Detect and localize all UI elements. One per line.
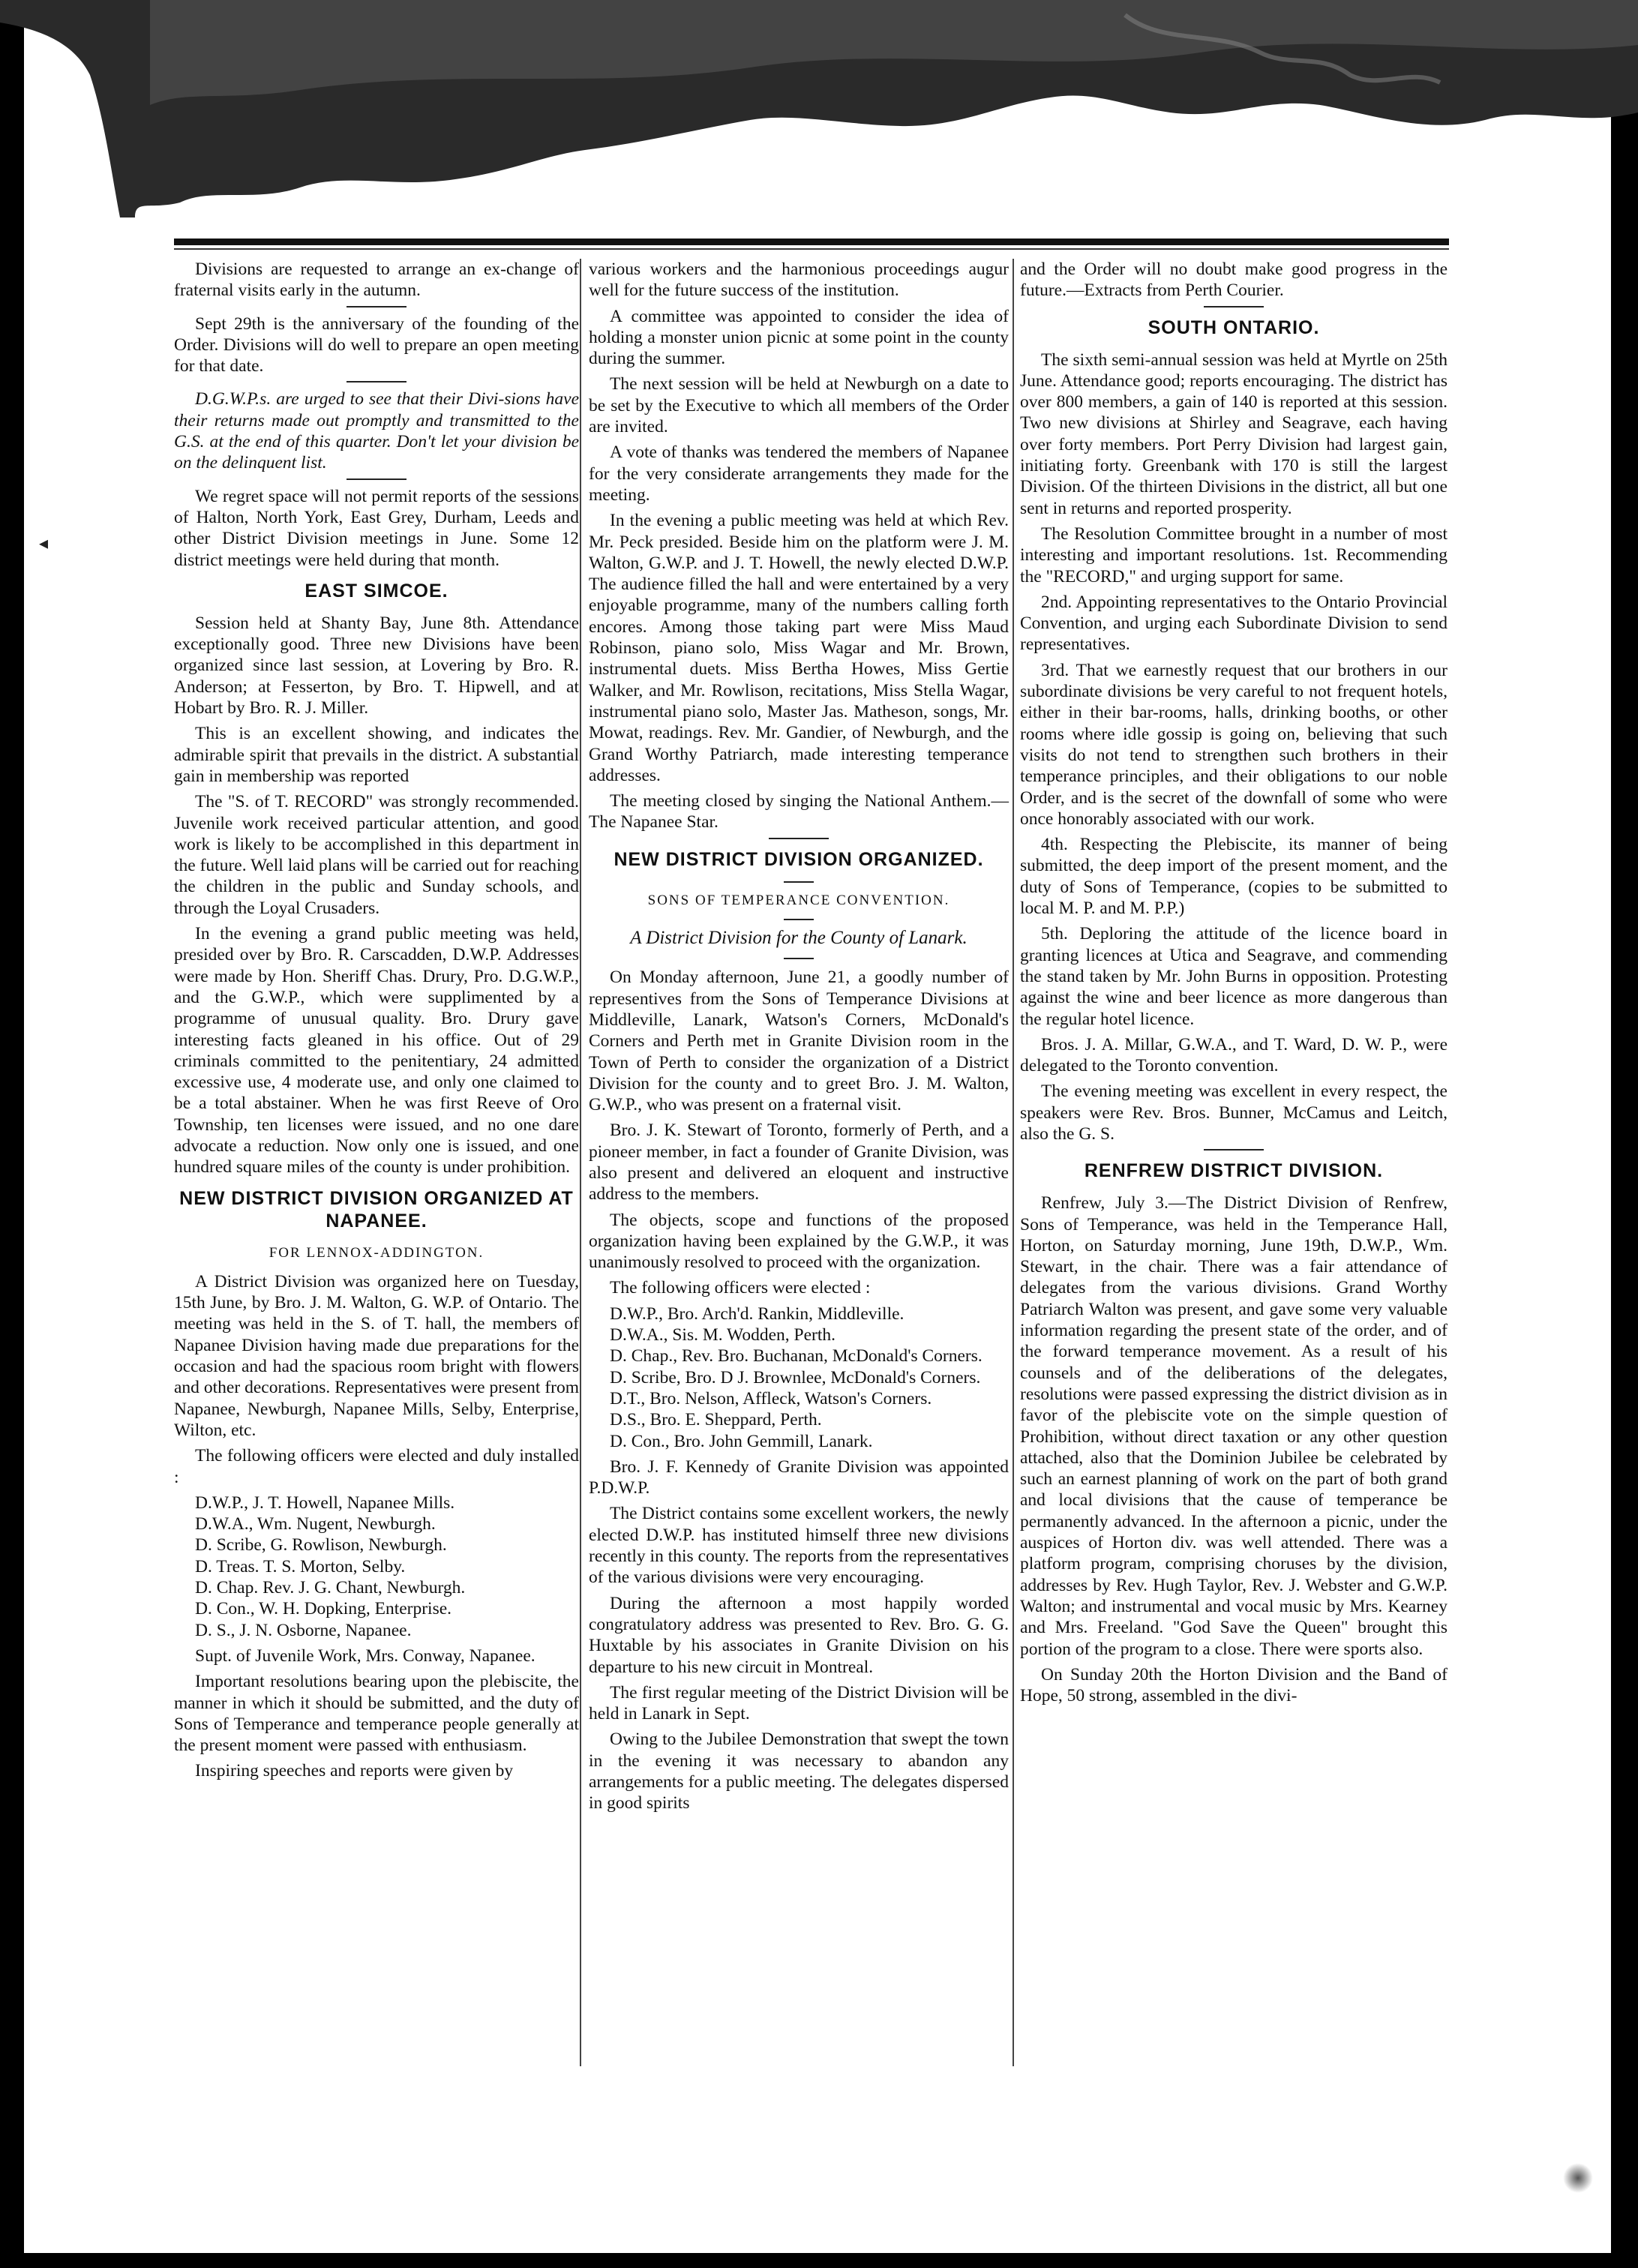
separator — [784, 919, 814, 920]
page-edge-right — [1611, 0, 1638, 2268]
officer-line: D.W.A., Wm. Nugent, Newburgh. — [195, 1514, 436, 1534]
section-subheading: SONS OF TEMPERANCE CONVENTION. — [647, 892, 950, 908]
officer-line: D. Con., Bro. John Gemmill, Lanark. — [610, 1431, 873, 1451]
officer-line: D.W.P., Bro. Arch'd. Rankin, Middleville. — [610, 1304, 904, 1324]
header-rule-thin — [174, 248, 1449, 250]
article-paragraph: The Resolution Committee brought in a number of most interesting and important resolutions. 1st. Recommending the "RECORD," and urging support for same. — [1020, 524, 1448, 586]
officer-line: D. Scribe, G. Rowlison, Newburgh. — [195, 1535, 447, 1556]
section-italic-heading: A District Division for the County of Lanark. — [630, 928, 968, 949]
article-paragraph: A District Division was organized here on Tuesday, 15th June, by Bro. J. M. Walton, G. W.P. of Ontario. The meeting was held in the S. of T. hall, the members of Napanee Division having made due preparations for the occasion and had the spacious room bright with flowers and other decorations. Representatives were present from Napanee, Newburgh, Napanee Mills, Selby, Enterprise, Wilton, etc. — [174, 1271, 579, 1440]
article-paragraph: On Monday afternoon, June 21, a goodly number of representives from the Sons of Temperance Divisions at Middleville, Lanark, Watson's Corners, McDonald's Corners and Perth met in Granite Division room in the Town of Perth to consider the organization of a District Division for the county and to greet Bro. J. M. Walton, G.W.P., who was present on a fraternal visit. — [589, 968, 1009, 1115]
article-paragraph: Owing to the Jubilee Demonstration that swept the town in the evening it was necessary to abandon any arrangements for a public meeting. The delegates dispersed in good spirits — [589, 1730, 1009, 1814]
article-paragraph: Session held at Shanty Bay, June 8th. Attendance exceptionally good. Three new Divisions have been organized since last session, at Lovering by Bro. R. Anderson; at Fesserton, by Bro. T. Hipwell, and at Hobart by Bro. R. J. Miller. — [174, 613, 579, 718]
article-paragraph: various workers and the harmonious proceedings augur well for the future success of the institution. — [589, 260, 1009, 301]
column-3 — [1020, 259, 1448, 1711]
article-paragraph: The first regular meeting of the District Division will be held in Lanark in Sept. — [589, 1682, 1009, 1724]
article-paragraph: and the Order will no doubt make good progress in the future.—Extracts from Perth Courier. — [1020, 260, 1448, 301]
article-paragraph: The objects, scope and functions of the proposed organization having been explained by the G.W.P., it was unanimously resolved to proceed with the organization. — [589, 1210, 1009, 1273]
article-paragraph: In the evening a public meeting was held at which Rev. Mr. Peck presided. Beside him on the platform were J. M. Walton, G.W.P. and J. T. Howell, the newly elected D.W.P. The audience filled the hall and were entertained by a very enjoyable programme, many of the numbers calling forth encores. Among those taking part were Miss Maud Robinson, piano solo, Miss Wagar and Mr. Brown, instrumental duets. Miss Bertha Howes, Miss Gertie Walker, and Mr. Rowlison, recitations, Miss Stella Wagar, instrumental piano solo, Master Jas. Matheson, songs, Mr. Mowat, readings. Rev. Mr. Gandier, of Newburgh, and the Grand Worthy Patriarch, made interesting temperance addresses. — [589, 511, 1009, 785]
article-paragraph: On Sunday 20th the Horton Division and the Band of Hope, 50 strong, assembled in the divi- — [1020, 1664, 1448, 1706]
article-paragraph: 4th. Respecting the Plebiscite, its manner of being submitted, the deep import of the present moment, and the duty of Sons of Temperance, (copies to be submitted to local M. P. and M. P.P.) — [1020, 835, 1448, 919]
torn-paper-edge — [0, 0, 1638, 218]
article-paragraph: Important resolutions bearing upon the plebiscite, the manner in which it should be submitted, and the duty of Sons of Temperance and temperance people generally at the present moment were passed with enthusiasm. — [174, 1672, 579, 1756]
header-rule — [174, 238, 1449, 245]
separator — [1204, 306, 1264, 308]
article-paragraph: Bros. J. A. Millar, G.W.A., and T. Ward, D. W. P., were delegated to the Toronto convention. — [1020, 1034, 1448, 1076]
page-edge-left — [0, 0, 24, 2268]
separator — [784, 881, 814, 883]
ink-smudge — [1563, 2163, 1593, 2193]
article-paragraph: 3rd. That we earnestly request that our brothers in our subordinate divisions be very careful to not frequent hotels, either in their bar-rooms, halls, drinking booths, or other rooms where idle gossip is going on, believing that such visits do not tend to strengthen such brothers in their temperance principles, and their obligations to our noble Order, and is the secret of the downfall of some who were once honorably associated with our work. — [1020, 660, 1448, 829]
notice-paragraph: Divisions are requested to arrange an ex-change of fraternal visits early in the autumn. — [174, 260, 579, 301]
article-paragraph: A committee was appointed to consider the idea of holding a monster union picnic at some point in the county during the summer. — [589, 306, 1009, 369]
article-paragraph: The District contains some excellent workers, the newly elected D.W.P. has instituted himself three new divisions recently in this county. The reports from the representatives of the various divisions were very encouraging. — [589, 1504, 1009, 1588]
section-heading: SOUTH ONTARIO. — [1148, 316, 1320, 338]
article-paragraph: The evening meeting was excellent in every respect, the speakers were Rev. Bros. Bunner, McCamus and Leitch, also the G. S. — [1020, 1082, 1448, 1144]
notice-paragraph: D.G.W.P.s. are urged to see that their Divi-sions have their returns made out promptly and transmitted to the G.S. at the end of this quarter. Don't let your division be on the delinquent list. — [174, 389, 579, 473]
officer-line: D. S., J. N. Osborne, Napanee. — [195, 1620, 412, 1640]
separator — [346, 381, 406, 382]
officer-line: D.T., Bro. Nelson, Affleck, Watson's Corners. — [610, 1388, 932, 1408]
article-paragraph: Supt. of Juvenile Work, Mrs. Conway, Napanee. — [195, 1646, 536, 1666]
article-paragraph: The sixth semi-annual session was held at Myrtle on 25th June. Attendance good; reports encouraging. The district has over 800 members, a gain of 140 is reported at this session. Two new divisions at Shirley and Seagrave, each having over forty members. Port Perry Division had largest gain, initiating forty. Greenbank with 170 is still the largest Division. Of the thirteen Divisions in the district, all but one sent in returns and reported prosperity. — [1020, 350, 1448, 518]
officer-list — [174, 1492, 579, 1641]
article-paragraph: The following officers were elected : — [610, 1278, 871, 1298]
officer-line: D.W.A., Sis. M. Wodden, Perth. — [610, 1325, 836, 1346]
column-divider — [580, 259, 581, 2066]
column-divider — [1012, 259, 1014, 2066]
officer-line: D.W.P., J. T. Howell, Napanee Mills. — [195, 1492, 455, 1513]
separator — [346, 306, 406, 308]
article-paragraph: 2nd. Appointing representatives to the Ontario Provincial Convention, and urging each Subordinate Division to send representatives. — [1020, 592, 1448, 655]
page-edge-bottom — [0, 2253, 1638, 2268]
section-heading: NEW DISTRICT DIVISION ORGANIZED. — [614, 848, 984, 870]
officer-line: D. Chap., Rev. Bro. Buchanan, McDonald's Corners. — [610, 1346, 982, 1366]
article-paragraph: Renfrew, July 3.—The District Division of Renfrew, Sons of Temperance, was held in the Temperance Hall, Horton, on Saturday morning, June 19th, D.W.P., Wm. Stewart, in the chair. There was a fair attendance of delegates from the various divisions. Grand Worthy Patriarch Walton was present, and gave some very valuable information regarding the present state of the order, and of the forward temperance movement. As a result of his counsels and of the deliberations of the delegates, resolutions were passed expressing the district division as in favor of the plebiscite vote on the simple question of Prohibition, without direct taxation or any other question attached, also that the Dominion Jubilee be celebrated by such an earnest planning of work on the part of both grand and local divisions that the cause of temperance be permanently advanced. In the afternoon a picnic, under the auspices of Horton div. was well attended. There was a platform program, comprising choruses by the division, addresses by Rev. Hugh Taylor, Rev. J. Webster and G.W.P. Walton; and instrumental and vocal music by Mrs. Kearney and Mrs. Freeland. "God Save the Queen" brought this portion of the program to a close. There were sports also. — [1020, 1193, 1448, 1659]
separator — [769, 838, 829, 839]
article-paragraph: This is an excellent showing, and indicates the admirable spirit that prevails in the district. A substantial gain in membership was reported — [174, 724, 579, 786]
separator — [346, 478, 406, 480]
article-paragraph: Inspiring speeches and reports were given by — [195, 1761, 514, 1781]
article-paragraph: The meeting closed by singing the National Anthem.—The Napanee Star. — [589, 791, 1009, 832]
section-heading: RENFREW DISTRICT DIVISION. — [1084, 1160, 1384, 1182]
article-paragraph: The next session will be held at Newburgh on a date to be set by the Executive to which all members of the Order are invited. — [589, 374, 1009, 437]
article-paragraph: 5th. Deploring the attitude of the licence board in granting licences at Utica and Seagrave, and commending the stand taken by Mr. John Burns in opposition. Protesting against the wine and beer licence as more dangerous than the regular hotel licence. — [1020, 924, 1448, 1029]
notice-paragraph: We regret space will not permit reports of the sessions of Halton, North York, East Grey, Durham, Leeds and other District Division meetings in June. Some 12 district meetings were held during that month. — [174, 486, 579, 570]
article-paragraph: Bro. J. K. Stewart of Toronto, formerly of Perth, and a pioneer member, in fact a founder of Granite Division, was also present and delivered an eloquent and instructive address to the members. — [589, 1120, 1009, 1204]
officer-line: D. Con., W. H. Dopking, Enterprise. — [195, 1599, 452, 1619]
separator — [1204, 1149, 1264, 1150]
section-heading: EAST SIMCOE. — [304, 580, 448, 602]
section-subheading: FOR LENNOX-ADDINGTON. — [268, 1244, 484, 1261]
article-paragraph: A vote of thanks was tendered the members of Napanee for the very considerate arrangements they made for the meeting. — [589, 442, 1009, 505]
officer-line: D.S., Bro. E. Sheppard, Perth. — [610, 1410, 822, 1430]
article-paragraph: During the afternoon a most happily worded congratulatory address was presented to Rev. Bro. G. G. Huxtable by his associates in Granite Division on his departure to his new circuit in Montreal. — [589, 1593, 1009, 1677]
article-paragraph: The "S. of T. RECORD" was strongly recommended. Juvenile work received particular attention, and good work is likely to be accomplished in this department in the future. Well laid plans will be carried out for reaching the children in the public and Sunday schools, and through the Loyal Crusaders. — [174, 792, 579, 918]
notice-paragraph: Sept 29th is the anniversary of the founding of the Order. Divisions will do well to prepare an open meeting for that date. — [174, 314, 579, 376]
officer-line: D. Chap. Rev. J. G. Chant, Newburgh. — [195, 1578, 466, 1598]
column-1 — [174, 259, 579, 1786]
officer-line: D. Scribe, Bro. D J. Brownlee, McDonald's Corners. — [610, 1367, 981, 1388]
article-paragraph: In the evening a grand public meeting was held, presided over by Bro. R. Carscadden, D.W.P. Addresses were made by Hon. Sheriff Chas. Drury, Pro. D.G.W.P., and the G.W.P., which were supplimented by a programme of unusual quality. Bro. Drury gave interesting facts gleaned in his office. Out of 29 criminals committed to the penitentiary, 24 admitted excessive use, 4 moderate use, and only one claimed to be a total abstainer. When he was first Reeve of Oro Township, ten licenses were issued, and no one dare advocate a reduction. Now only one is issued, and one hundred square miles of the county is under prohibition. — [174, 924, 579, 1178]
officer-line: D. Treas. T. S. Morton, Selby. — [195, 1556, 406, 1576]
officer-list — [589, 1304, 1009, 1452]
margin-mark: ◂ — [39, 534, 49, 554]
separator — [784, 958, 814, 959]
section-heading: NEW DISTRICT DIVISION ORGANIZED AT NAPANEE. — [179, 1187, 574, 1232]
article-paragraph: Bro. J. F. Kennedy of Granite Division was appointed P.D.W.P. — [589, 1456, 1009, 1498]
column-2 — [589, 259, 1009, 1819]
article-paragraph: The following officers were elected and duly installed : — [174, 1446, 579, 1487]
